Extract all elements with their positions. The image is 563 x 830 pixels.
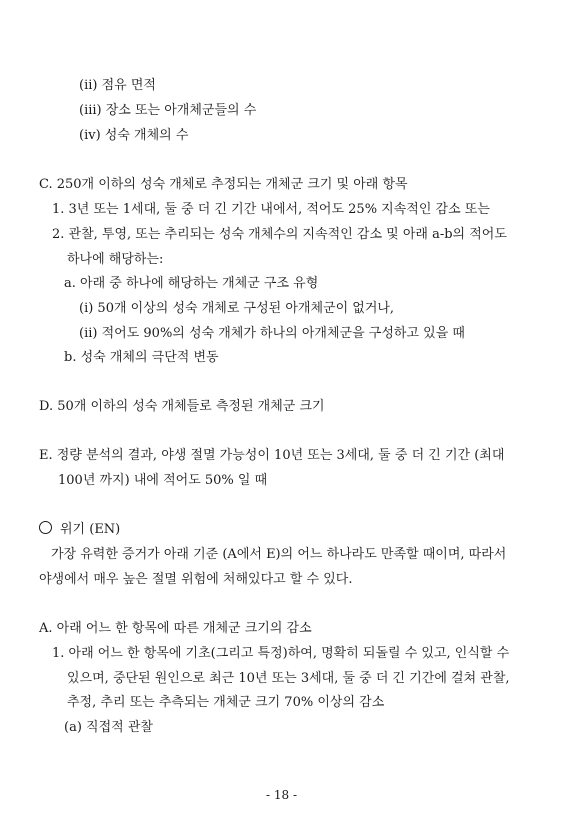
- text-line: (a) 직접적 관찰: [64, 720, 153, 735]
- text-line: 가장 유력한 증거가 아래 기준 (A에서 E)의 어느 하나라도 만족할 때이며, 따라서: [51, 547, 507, 562]
- section-heading-a: A. 아래 어느 한 항목에 따른 개체군 크기의 감소: [39, 621, 312, 636]
- text-line: (ii) 적어도 90%의 성숙 개체가 하나의 아개체군을 구성하고 있을 때: [79, 326, 465, 341]
- text-line: 야생에서 매우 높은 절멸 위험에 처해있다고 할 수 있다.: [39, 572, 353, 587]
- text-line: 하나에 해당하는:: [67, 252, 164, 267]
- text-line: 100년 까지) 내에 적어도 50% 일 때: [58, 473, 268, 488]
- text-line: 2. 관찰, 투영, 또는 추리되는 성숙 개체수의 지속적인 감소 및 아래 a-b의 적어도: [52, 227, 507, 242]
- text-line: b. 성숙 개체의 극단적 변동: [64, 350, 219, 365]
- section-heading-d: D. 50개 이하의 성숙 개체들로 측정된 개체군 크기: [39, 399, 325, 414]
- section-heading-e: E. 정량 분석의 결과, 야생 절멸 가능성이 10년 또는 3세대, 둘 중 더 긴 기간 (최대: [39, 448, 505, 463]
- text-line: a. 아래 중 하나에 해당하는 개체군 구조 유형: [64, 276, 319, 291]
- circle-bullet-icon: [39, 521, 52, 534]
- text-line: 1. 아래 어느 한 항목에 기초(그리고 특정)하여, 명확히 되돌릴 수 있고, 인식할 수: [52, 646, 510, 661]
- page-number: - 18 -: [265, 788, 297, 802]
- category-title: 위기 (EN): [60, 522, 121, 537]
- text-line: 1. 3년 또는 1세대, 둘 중 더 긴 기간 내에서, 적어도 25% 지속적인 감소 또는: [52, 202, 490, 217]
- category-heading: [39, 521, 120, 538]
- text-line: 추정, 추리 또는 추측되는 개체군 크기 70% 이상의 감소: [67, 695, 385, 710]
- section-heading-c: C. 250개 이하의 성숙 개체로 추정되는 개체군 크기 및 아래 항목: [39, 177, 408, 192]
- text-line: 있으며, 중단된 원인으로 최근 10년 또는 3세대, 둘 중 더 긴 기간에 걸쳐 관찰,: [67, 671, 510, 686]
- text-line: (ii) 점유 면적: [79, 78, 156, 93]
- text-line: (i) 50개 이상의 성숙 개체로 구성된 아개체군이 없거나,: [79, 301, 395, 316]
- text-line: (iii) 장소 또는 아개체군들의 수: [79, 103, 257, 118]
- text-line: (iv) 성숙 개체의 수: [79, 128, 189, 143]
